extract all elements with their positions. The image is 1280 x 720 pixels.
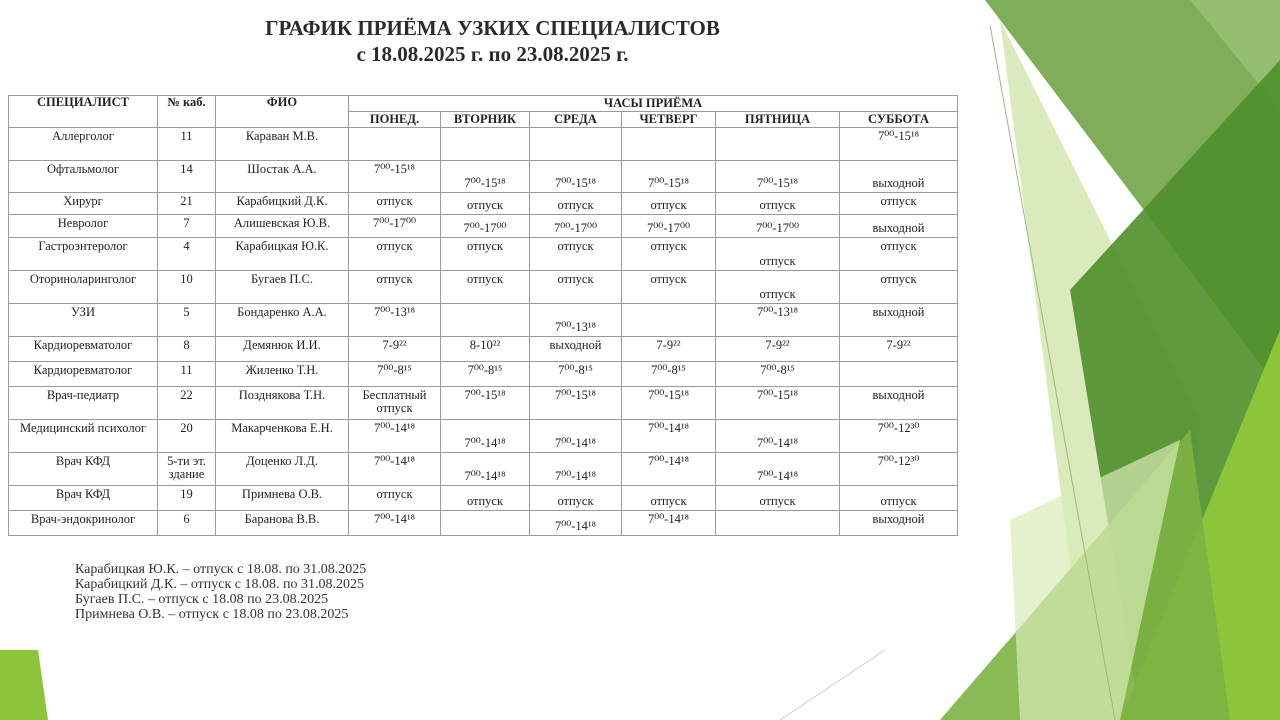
hours-cell: выходной <box>840 387 958 420</box>
header-hours: ЧАСЫ ПРИЁМА <box>349 96 958 112</box>
note-line: Карабицкая Ю.К. – отпуск с 18.08. по 31.08.2025 <box>75 562 367 577</box>
specialist-cell: Врач КФД <box>9 453 158 486</box>
hours-cell: 7⁰⁰-15¹⁸ <box>441 161 530 193</box>
specialist-cell: Офтальмолог <box>9 161 158 193</box>
hours-cell: отпуск <box>622 271 716 304</box>
table-row <box>9 337 958 362</box>
header-day-mon: ПОНЕД. <box>349 112 441 128</box>
hours-cell <box>441 304 530 337</box>
specialist-cell: Невролог <box>9 215 158 238</box>
hours-cell <box>530 128 622 161</box>
specialist-cell: Кардиоревматолог <box>9 337 158 362</box>
hours-cell: 7⁰⁰-8¹⁵ <box>441 362 530 387</box>
room-cell: 5 <box>158 304 216 337</box>
schedule-table <box>8 95 958 536</box>
hours-cell: отпуск <box>716 486 840 511</box>
header-day-thu: ЧЕТВЕРГ <box>622 112 716 128</box>
hours-cell <box>622 128 716 161</box>
header-room: № каб. <box>158 96 216 128</box>
table-row <box>9 486 958 511</box>
hours-cell: отпуск <box>441 271 530 304</box>
page-title: ГРАФИК ПРИЁМА УЗКИХ СПЕЦИАЛИСТОВ <box>265 16 720 40</box>
room-cell: 11 <box>158 362 216 387</box>
table-row <box>9 304 958 337</box>
room-cell: 8 <box>158 337 216 362</box>
table-row <box>9 271 958 304</box>
hours-cell: 7-9²² <box>840 337 958 362</box>
room-cell: 21 <box>158 193 216 215</box>
hours-cell <box>716 128 840 161</box>
hours-cell: 7⁰⁰-14¹⁸ <box>622 511 716 536</box>
note-line: Карабицкий Д.К. – отпуск с 18.08. по 31.08.2025 <box>75 577 365 592</box>
header-day-wed: СРЕДА <box>530 112 622 128</box>
fio-cell: Бугаев П.С. <box>216 271 349 304</box>
hours-cell: Бесплатный отпуск <box>349 387 441 420</box>
hours-cell: 7-9²² <box>622 337 716 362</box>
hours-cell <box>716 511 840 536</box>
page-subtitle-dates: с 18.08.2025 г. по 23.08.2025 г. <box>356 42 629 66</box>
fio-cell: Позднякова Т.Н. <box>216 387 349 420</box>
hours-cell: выходной <box>840 304 958 337</box>
fio-cell: Жиленко Т.Н. <box>216 362 349 387</box>
hours-cell: 7⁰⁰-14¹⁸ <box>530 420 622 453</box>
hours-cell: 7⁰⁰-8¹⁵ <box>622 362 716 387</box>
header-day-sat: СУББОТА <box>840 112 958 128</box>
table-row <box>9 161 958 193</box>
hours-cell: 7⁰⁰-14¹⁸ <box>349 420 441 453</box>
hours-cell: 7⁰⁰-14¹⁸ <box>349 453 441 486</box>
room-cell: 19 <box>158 486 216 511</box>
fio-cell: Макарченкова Е.Н. <box>216 420 349 453</box>
hours-cell: отпуск <box>530 271 622 304</box>
hours-cell: 7⁰⁰-15¹⁸ <box>622 387 716 420</box>
hours-cell: 7⁰⁰-17⁰⁰ <box>441 215 530 238</box>
hours-cell: 7⁰⁰-17⁰⁰ <box>530 215 622 238</box>
hours-cell: 7⁰⁰-8¹⁵ <box>530 362 622 387</box>
table-row <box>9 193 958 215</box>
fio-cell: Примнева О.В. <box>216 486 349 511</box>
hours-cell: 7⁰⁰-14¹⁸ <box>441 453 530 486</box>
room-cell: 14 <box>158 161 216 193</box>
hours-cell: 7⁰⁰-13¹⁸ <box>530 304 622 337</box>
specialist-cell: Врач КФД <box>9 486 158 511</box>
hours-cell: отпуск <box>530 486 622 511</box>
header-specialist: СПЕЦИАЛИСТ <box>9 96 158 128</box>
table-row <box>9 215 958 238</box>
room-cell: 20 <box>158 420 216 453</box>
table-row <box>9 420 958 453</box>
hours-cell: 7⁰⁰-14¹⁸ <box>530 453 622 486</box>
header-day-fri: ПЯТНИЦА <box>716 112 840 128</box>
room-cell: 11 <box>158 128 216 161</box>
header-day-tue: ВТОРНИК <box>441 112 530 128</box>
hours-cell: отпуск <box>716 271 840 304</box>
specialist-cell: Кардиоревматолог <box>9 362 158 387</box>
fio-cell: Бондаренко А.А. <box>216 304 349 337</box>
hours-cell: 7⁰⁰-15¹⁸ <box>530 387 622 420</box>
hours-cell: 7⁰⁰-14¹⁸ <box>716 453 840 486</box>
hours-cell: выходной <box>530 337 622 362</box>
hours-cell: 7⁰⁰-14¹⁸ <box>622 420 716 453</box>
hours-cell: отпуск <box>716 238 840 271</box>
hours-cell: 7⁰⁰-17⁰⁰ <box>349 215 441 238</box>
fio-cell: Баранова В.В. <box>216 511 349 536</box>
hours-cell: 7⁰⁰-12³⁰ <box>840 453 958 486</box>
table-header-row <box>9 96 958 112</box>
hours-cell: 7⁰⁰-13¹⁸ <box>716 304 840 337</box>
hours-cell: 7⁰⁰-8¹⁵ <box>716 362 840 387</box>
hours-cell: отпуск <box>349 238 441 271</box>
hours-cell: отпуск <box>716 193 840 215</box>
room-cell: 5-ти эт. здание <box>158 453 216 486</box>
hours-cell <box>349 128 441 161</box>
deco-shape-corner <box>0 650 48 720</box>
hours-cell <box>840 362 958 387</box>
hours-cell: отпуск <box>441 486 530 511</box>
specialist-cell: Гастроэнтеролог <box>9 238 158 271</box>
room-cell: 6 <box>158 511 216 536</box>
hours-cell: 7⁰⁰-15¹⁸ <box>840 128 958 161</box>
hours-cell: 7⁰⁰-14¹⁸ <box>622 453 716 486</box>
hours-cell: 7⁰⁰-13¹⁸ <box>349 304 441 337</box>
hours-cell: отпуск <box>441 238 530 271</box>
hours-cell: 7⁰⁰-15¹⁸ <box>441 387 530 420</box>
hours-cell: 7⁰⁰-14¹⁸ <box>530 511 622 536</box>
table-row <box>9 128 958 161</box>
fio-cell: Алишевская Ю.В. <box>216 215 349 238</box>
fio-cell: Карабицкая Ю.К. <box>216 238 349 271</box>
specialist-cell: Оториноларинголог <box>9 271 158 304</box>
hours-cell: 7⁰⁰-15¹⁸ <box>530 161 622 193</box>
hours-cell: выходной <box>840 511 958 536</box>
table-row <box>9 362 958 387</box>
specialist-cell: Хирург <box>9 193 158 215</box>
hours-cell: отпуск <box>349 271 441 304</box>
specialist-cell: Медицинский психолог <box>9 420 158 453</box>
hours-cell: 7⁰⁰-14¹⁸ <box>349 511 441 536</box>
fio-cell: Шостак А.А. <box>216 161 349 193</box>
table-row <box>9 511 958 536</box>
hours-cell: отпуск <box>530 238 622 271</box>
hours-cell: отпуск <box>441 193 530 215</box>
fio-cell: Карабицкий Д.К. <box>216 193 349 215</box>
hours-cell: отпуск <box>622 238 716 271</box>
hours-cell: выходной <box>840 215 958 238</box>
hours-cell <box>441 511 530 536</box>
hours-cell: отпуск <box>622 486 716 511</box>
hours-cell: отпуск <box>840 486 958 511</box>
specialist-cell: Врач-педиатр <box>9 387 158 420</box>
fio-cell: Караван М.В. <box>216 128 349 161</box>
table-row <box>9 387 958 420</box>
hours-cell: выходной <box>840 161 958 193</box>
hours-cell: отпуск <box>349 486 441 511</box>
hours-cell: 8-10²² <box>441 337 530 362</box>
vacation-notes <box>75 562 366 622</box>
hours-cell: отпуск <box>349 193 441 215</box>
hours-cell: 7⁰⁰-15¹⁸ <box>622 161 716 193</box>
hours-cell: отпуск <box>840 193 958 215</box>
room-cell: 7 <box>158 215 216 238</box>
hours-cell: 7⁰⁰-17⁰⁰ <box>716 215 840 238</box>
room-cell: 4 <box>158 238 216 271</box>
hours-cell: 7⁰⁰-14¹⁸ <box>441 420 530 453</box>
specialist-cell: Аллерголог <box>9 128 158 161</box>
hours-cell: 7⁰⁰-15¹⁸ <box>716 387 840 420</box>
table-row <box>9 238 958 271</box>
hours-cell: 7⁰⁰-14¹⁸ <box>716 420 840 453</box>
table-row <box>9 453 958 486</box>
hours-cell: отпуск <box>840 238 958 271</box>
specialist-cell: УЗИ <box>9 304 158 337</box>
hours-cell: 7⁰⁰-17⁰⁰ <box>622 215 716 238</box>
hours-cell: отпуск <box>622 193 716 215</box>
hours-cell: отпуск <box>840 271 958 304</box>
hours-cell: 7⁰⁰-12³⁰ <box>840 420 958 453</box>
room-cell: 22 <box>158 387 216 420</box>
hours-cell: 7⁰⁰-15¹⁸ <box>349 161 441 193</box>
fio-cell: Демянюк И.И. <box>216 337 349 362</box>
hours-cell: 7⁰⁰-15¹⁸ <box>716 161 840 193</box>
note-line: Бугаев П.С. – отпуск с 18.08 по 23.08.2025 <box>75 592 329 607</box>
hours-cell <box>622 304 716 337</box>
hours-cell: 7-9²² <box>716 337 840 362</box>
header-fio: ФИО <box>216 96 349 128</box>
hours-cell: 7-9²² <box>349 337 441 362</box>
room-cell: 10 <box>158 271 216 304</box>
note-line: Примнева О.В. – отпуск с 18.08 по 23.08.2025 <box>75 607 349 622</box>
hours-cell <box>441 128 530 161</box>
hours-cell: отпуск <box>530 193 622 215</box>
hours-cell: 7⁰⁰-8¹⁵ <box>349 362 441 387</box>
fio-cell: Доценко Л.Д. <box>216 453 349 486</box>
deco-line-2 <box>780 650 885 720</box>
specialist-cell: Врач-эндокринолог <box>9 511 158 536</box>
